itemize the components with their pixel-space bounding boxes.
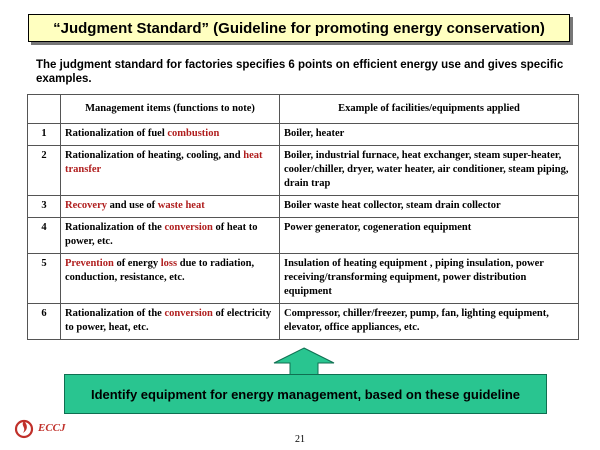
logo-text: ECCJ: [38, 422, 66, 434]
table-row: [28, 196, 579, 218]
table-row: [28, 146, 579, 196]
item-text: and use of: [106, 200, 158, 211]
example-equipment: Power generator, cogeneration equipment: [280, 218, 579, 254]
item-text: Rationalization of the: [65, 308, 165, 319]
example-equipment: Boiler waste heat collector, steam drain collector: [280, 196, 579, 218]
highlighted-keyword: heat transfer: [65, 150, 263, 175]
highlighted-keyword: loss: [160, 258, 178, 269]
header-number: [28, 95, 61, 124]
callout-box: Identify equipment for energy management, based on these guideline: [64, 374, 547, 414]
intro-text: The judgment standard for factories specifies 6 points on efficient energy use and gives specific examples.: [36, 59, 564, 85]
highlighted-keyword: conversion: [164, 308, 213, 319]
management-item: [61, 196, 280, 218]
slide-title: “Judgment Standard” (Guideline for promoting energy conservation): [28, 14, 570, 42]
row-number: 6: [28, 304, 61, 340]
management-item: [61, 218, 280, 254]
table-row: [28, 218, 579, 254]
row-number: 2: [28, 146, 61, 196]
management-item: [61, 254, 280, 304]
highlighted-keyword: waste heat: [157, 200, 205, 211]
table-row: [28, 124, 579, 146]
table-row: [28, 304, 579, 340]
table-body: [28, 124, 579, 340]
item-text: Rationalization of heating, cooling, and: [65, 150, 244, 161]
item-text: of electricity to power, heat, etc.: [65, 308, 272, 333]
management-item: [61, 146, 280, 196]
up-arrow-icon: [272, 347, 336, 377]
example-equipment: Insulation of heating equipment , piping insulation, power receiving/transforming equipment, power distribution equipment: [280, 254, 579, 304]
item-text: Rationalization of fuel: [65, 128, 168, 139]
item-text: of heat to power, etc.: [65, 222, 258, 247]
highlighted-keyword: conversion: [164, 222, 213, 233]
item-text: of energy: [113, 258, 161, 269]
row-number: 4: [28, 218, 61, 254]
highlighted-keyword: Recovery: [65, 200, 107, 211]
item-text: Rationalization of the: [65, 222, 165, 233]
example-equipment: Boiler, heater: [280, 124, 579, 146]
item-text: due to radiation, conduction, resistance, etc.: [65, 258, 255, 283]
header-examples: Example of facilities/equipments applied: [280, 95, 579, 124]
page-number: 21: [295, 434, 305, 445]
row-number: 5: [28, 254, 61, 304]
highlighted-keyword: Prevention: [65, 258, 114, 269]
row-number: 3: [28, 196, 61, 218]
header-management-items: Management items (functions to note): [61, 95, 280, 124]
management-item: [61, 124, 280, 146]
guideline-table: [27, 94, 579, 340]
row-number: 1: [28, 124, 61, 146]
management-item: [61, 304, 280, 340]
highlighted-keyword: combustion: [167, 128, 220, 139]
example-equipment: Boiler, industrial furnace, heat exchanger, steam super-heater, cooler/chiller, dryer, water heater, air conditioner, steam piping, drain trap: [280, 146, 579, 196]
table-header-row: [28, 95, 579, 124]
example-equipment: Compressor, chiller/freezer, pump, fan, lighting equipment, elevator, office appliances, etc.: [280, 304, 579, 340]
table-row: [28, 254, 579, 304]
